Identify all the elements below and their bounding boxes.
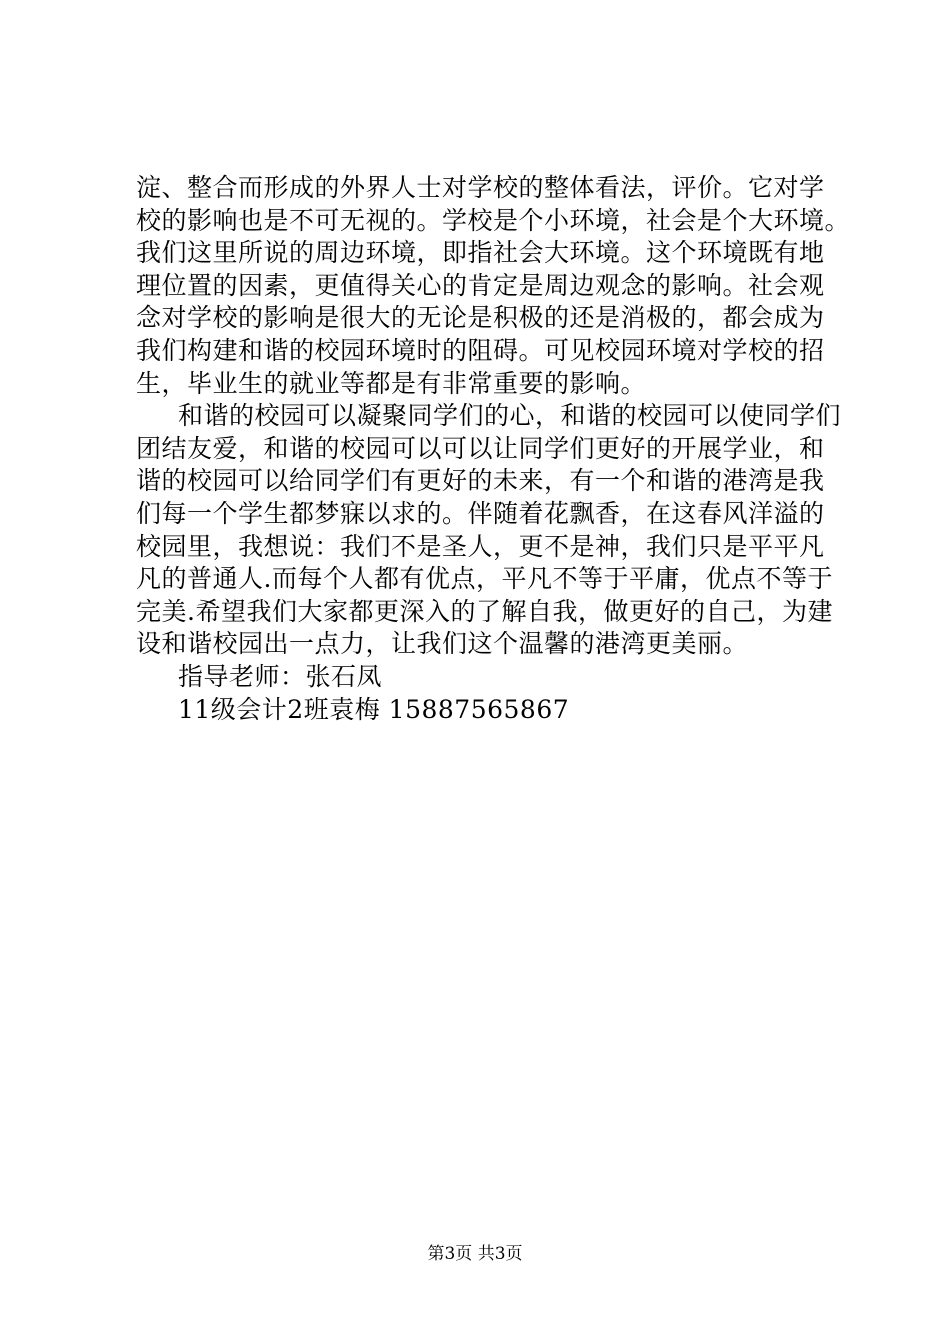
text-line: 凡的普通人.而每个人都有优点，平凡不等于平庸，优点不等于 — [136, 564, 833, 594]
author-line: 11级会计2班袁梅 15887565867 — [178, 694, 570, 724]
text-line: 完美.希望我们大家都更深入的了解自我，做更好的自己，为建 — [136, 596, 833, 626]
text-line: 校的影响也是不可无视的。学校是个小环境，社会是个大环境。 — [136, 205, 851, 235]
text-line: 设和谐校园出一点力，让我们这个温馨的港湾更美丽。 — [136, 629, 749, 659]
text-line: 我们构建和谐的校园环境时的阻碍。可见校园环境对学校的招 — [136, 335, 825, 365]
text-line: 念对学校的影响是很大的无论是积极的还是消极的，都会成为 — [136, 303, 825, 333]
text-line: 理位置的因素，更值得关心的肯定是周边观念的影响。社会观 — [136, 270, 825, 300]
page-number: 第3页 共3页 — [427, 1244, 523, 1264]
text-line: 淀、整合而形成的外界人士对学校的整体看法，评价。它对学 — [136, 173, 825, 202]
text-line: 和谐的校园可以凝聚同学们的心，和谐的校园可以使同学们 — [178, 401, 842, 431]
text-line: 校园里，我想说：我们不是圣人，更不是神，我们只是平平凡 — [136, 531, 825, 561]
text-line: 生，毕业生的就业等都是有非常重要的影响。 — [136, 368, 647, 398]
text-line: 们每一个学生都梦寐以求的。伴随着花飘香，在这春风洋溢的 — [136, 498, 825, 528]
document-body — [136, 172, 851, 726]
text-line: 谐的校园可以给同学们有更好的未来，有一个和谐的港湾是我 — [136, 466, 825, 496]
text-line: 我们这里所说的周边环境，即指社会大环境。这个环境既有地 — [136, 238, 825, 268]
paragraph-1 — [136, 172, 851, 400]
paragraph-2 — [136, 400, 842, 661]
text-line: 团结友爱，和谐的校园可以可以让同学们更好的开展学业，和 — [136, 433, 825, 463]
advisor-line: 指导老师：张石凤 — [178, 661, 383, 691]
